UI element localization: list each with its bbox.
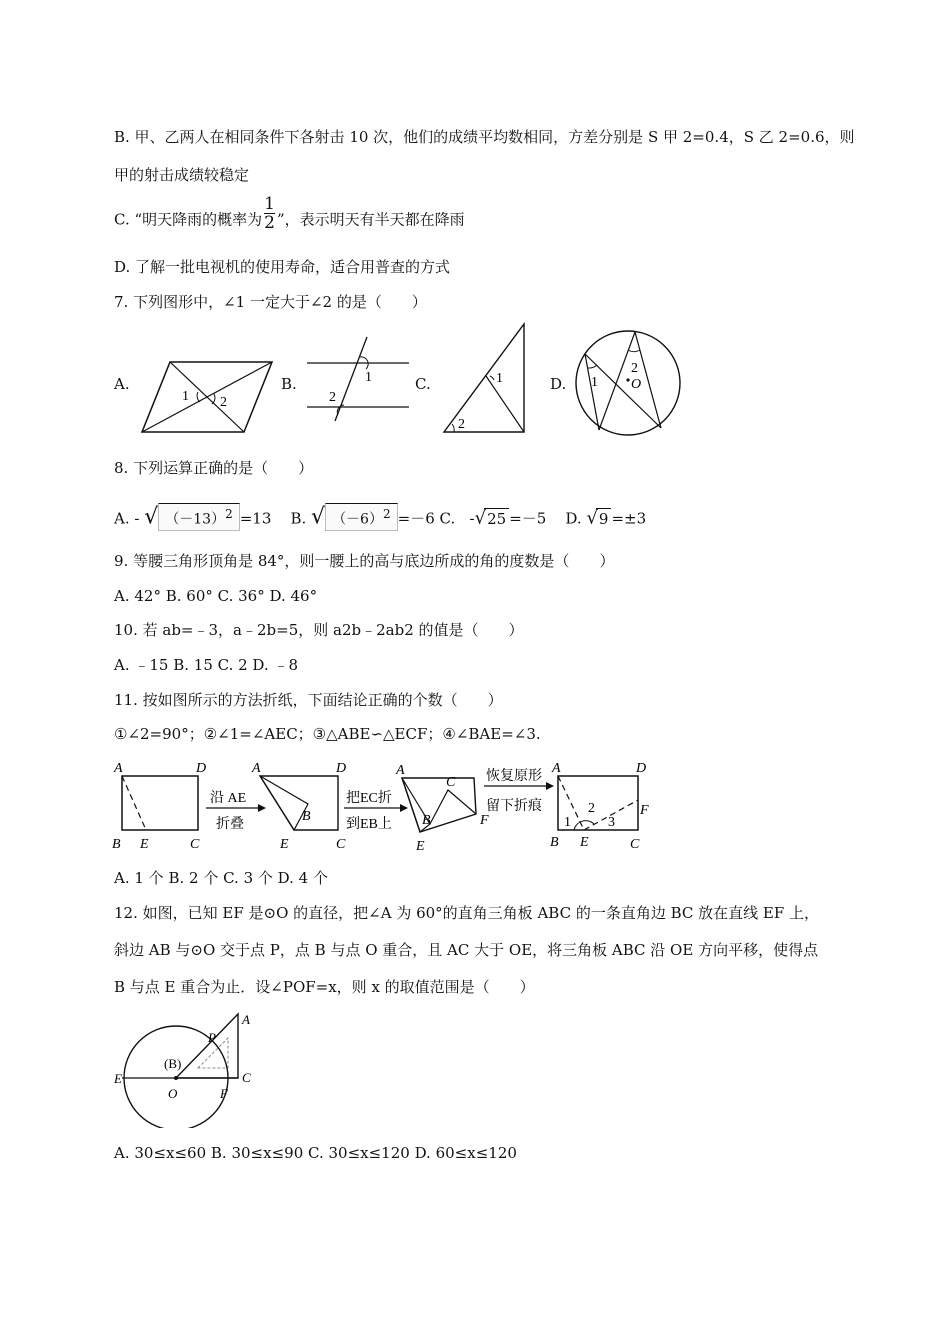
q8-a-result: =13 <box>239 509 272 528</box>
sqrt-icon: √ <box>311 504 326 530</box>
q8-b-radicand <box>325 503 398 531</box>
q9-options: A. 42° B. 60° C. 36° D. 46° <box>114 587 318 605</box>
q7-figure-d <box>573 328 683 438</box>
q11-p3-B: B <box>422 813 431 828</box>
q11-p1-C: C <box>190 837 200 852</box>
q12-label-P: P <box>208 1030 216 1045</box>
q11-p2-C: C <box>336 837 346 852</box>
q11-p4-C: C <box>630 837 640 852</box>
q8-d-radicand: 9 <box>596 508 612 529</box>
q8-d-prefix: D. <box>565 509 582 528</box>
q8-options <box>114 503 646 531</box>
q11-p3-E: E <box>416 839 425 854</box>
q12-label-E: E <box>114 1071 122 1086</box>
q6-option-c-suffix: ”，表示明天有半天都在降雨 <box>276 210 465 229</box>
q11-p4-angle2: 2 <box>588 801 595 816</box>
q11-step2-top: 把EC折 <box>346 791 392 806</box>
q6-option-c <box>114 194 465 233</box>
q7-figure-a <box>140 358 275 436</box>
q8-b-radicand-text: （－6） <box>332 511 383 528</box>
q7a-angle1-label: 1 <box>182 389 189 404</box>
q11-options: A. 1 个 B. 2 个 C. 3 个 D. 4 个 <box>114 869 328 887</box>
q12-label-O: O <box>168 1086 178 1101</box>
q7-stem: 7. 下列图形中，∠1 一定大于∠2 的是（ ） <box>114 293 427 311</box>
q8-b-result: =－6 C. <box>397 509 456 528</box>
q11-p4-angle3: 3 <box>608 815 615 830</box>
q7c-angle2-label: 2 <box>458 417 465 432</box>
q10-options: A. ﹣15 B. 15 C. 2 D. ﹣8 <box>114 656 298 674</box>
q11-p3-C: C <box>446 775 456 790</box>
q7d-center-label: O <box>631 377 642 392</box>
q6-option-c-prefix: C. “明天降雨的概率为 <box>114 210 263 229</box>
q7-figure-b <box>305 333 411 423</box>
q11-p4-angle1: 1 <box>564 815 571 830</box>
q12-label-F: F <box>220 1086 228 1101</box>
q11-p4-D: D <box>636 761 647 776</box>
q8-b-prefix: B. <box>290 509 307 528</box>
q7-label-b: B. <box>281 375 297 393</box>
fraction-half <box>264 195 275 232</box>
q7b-angle1-label: 1 <box>365 370 372 385</box>
q11-folding-figure <box>112 758 657 854</box>
sqrt-icon: √ <box>586 507 598 529</box>
sqrt-icon: √ <box>474 507 487 529</box>
fraction-numerator: 1 <box>264 194 275 214</box>
q12-stem-line3: B 与点 E 重合为止．设∠POF=x，则 x 的取值范围是（ ） <box>114 978 535 996</box>
q12-label-C: C <box>242 1070 251 1085</box>
q10-stem: 10. 若 ab=﹣3，a﹣2b=5，则 a2b﹣2ab2 的值是（ ） <box>114 621 524 639</box>
q8-a-prefix: A. - <box>114 509 140 528</box>
q7-label-a: A. <box>114 375 130 393</box>
sqrt-icon: √ <box>144 504 159 530</box>
q11-step3-bot: 留下折痕 <box>486 799 542 814</box>
q11-p3-A: A <box>396 763 405 778</box>
fraction-denominator: 2 <box>264 213 275 233</box>
q8-a-radicand-text: （－13） <box>165 511 226 528</box>
q8-c-result: =－5 <box>509 509 547 528</box>
q6-option-b-line1: B. 甲、乙两人在相同条件下各射击 10 次，他们的成绩平均数相同，方差分别是 S 甲 2=0.4，S 乙 2=0.6，则 <box>114 128 855 146</box>
q9-stem: 9. 等腰三角形顶角是 84°，则一腰上的高与底边所成的角的度数是（ ） <box>114 552 615 570</box>
q11-step1-top: 沿 AE <box>210 791 247 806</box>
q7c-angle1-label: 1 <box>496 371 503 386</box>
q8-c-prefix: - <box>469 509 475 528</box>
q11-p1-A: A <box>114 761 123 776</box>
q11-statements: ①∠2=90°；②∠1=∠AEC；③△ABE∽△ECF；④∠BAE=∠3. <box>114 725 541 743</box>
q8-d-result: =±3 <box>611 509 647 528</box>
q8-b-exponent: 2 <box>382 507 391 521</box>
q8-stem: 8. 下列运算正确的是（ ） <box>114 459 314 477</box>
q6-option-d: D. 了解一批电视机的使用寿命，适合用普查的方式 <box>114 258 451 276</box>
q7d-angle1-label: 1 <box>591 375 598 390</box>
q7-label-c: C. <box>415 375 431 393</box>
q12-stem-line1: 12. 如图，已知 EF 是⊙O 的直径，把∠A 为 60°的直角三角板 ABC 的一条直角边 BC 放在直线 EF 上， <box>114 904 820 922</box>
q11-p4-A: A <box>552 761 561 776</box>
q11-step2-bot: 到EB上 <box>346 817 392 832</box>
q11-p1-D: D <box>196 761 207 776</box>
q12-stem-line2: 斜边 AB 与⊙O 交于点 P，点 B 与点 O 重合，且 AC 大于 OE，将三角板 ABC 沿 OE 方向平移，使得点 <box>114 941 819 959</box>
q12-circle-figure <box>112 1008 262 1128</box>
q11-p4-B: B <box>550 835 559 850</box>
q7a-angle2-label: 2 <box>220 395 227 410</box>
q11-p1-E: E <box>140 837 149 852</box>
q11-step1-bot: 折叠 <box>216 817 244 832</box>
q12-label-A: A <box>242 1012 250 1027</box>
q11-p4-F: F <box>640 803 649 818</box>
q8-a-exponent: 2 <box>225 507 233 521</box>
q8-a-radicand <box>158 503 239 531</box>
q11-p2-E: E <box>280 837 289 852</box>
q11-step3-top: 恢复原形 <box>486 769 542 784</box>
q11-p1-B: B <box>112 837 121 852</box>
q11-p4-E: E <box>580 835 589 850</box>
q11-p2-A: A <box>252 761 261 776</box>
q11-stem: 11. 按如图所示的方法折纸，下面结论正确的个数（ ） <box>114 691 503 709</box>
q11-p2-B: B <box>302 809 311 824</box>
q7-figure-c <box>440 322 528 434</box>
q11-p3-F: F <box>480 813 489 828</box>
q11-p2-D: D <box>336 761 347 776</box>
q12-label-B: (B) <box>164 1056 182 1071</box>
q7b-angle2-label: 2 <box>329 390 336 405</box>
q6-option-b-line2: 甲的射击成绩较稳定 <box>114 166 250 184</box>
q8-c-radicand: 25 <box>484 508 509 529</box>
q12-options: A. 30≤x≤60 B. 30≤x≤90 C. 30≤x≤120 D. 60≤x≤120 <box>114 1144 517 1162</box>
q7d-angle2-label: 2 <box>631 361 638 376</box>
q7-label-d: D. <box>550 375 567 393</box>
